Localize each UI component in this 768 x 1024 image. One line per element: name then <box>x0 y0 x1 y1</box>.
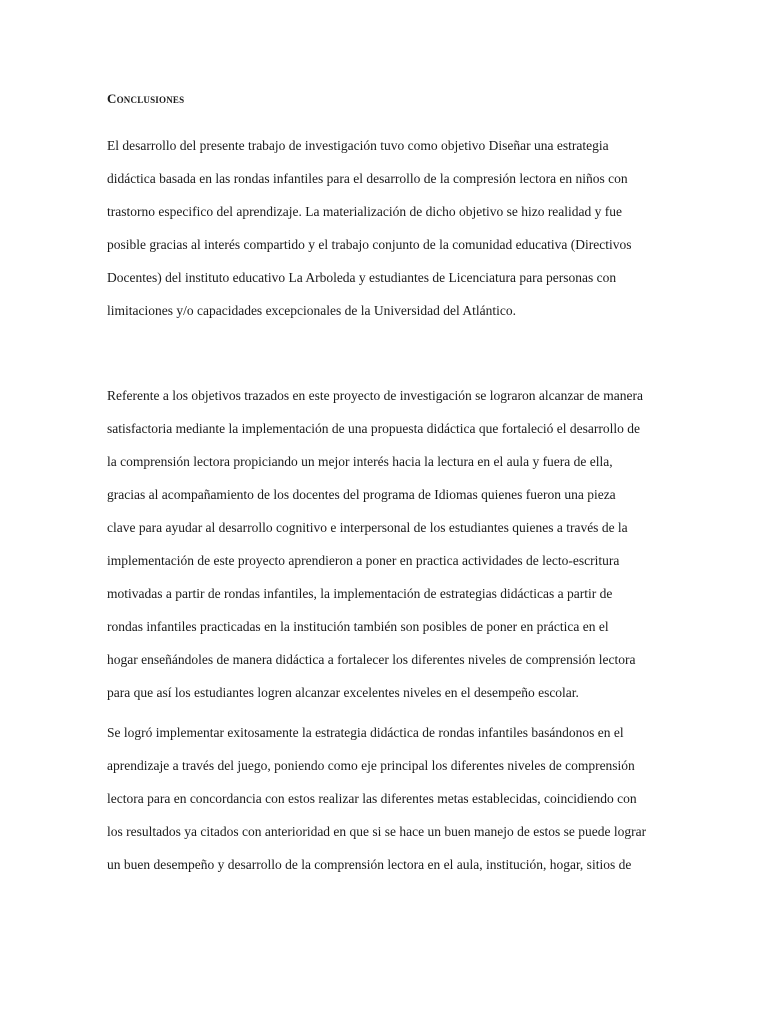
text-line: limitaciones y/o capacidades excepcionales de la Universidad del Atlántico. <box>107 303 516 318</box>
paragraph-2 <box>107 379 667 709</box>
text-line: didáctica basada en las rondas infantiles para el desarrollo de la compresión lectora en niños con <box>107 171 628 186</box>
text-line: trastorno especifico del aprendizaje. La materialización de dicho objetivo se hizo realidad y fue <box>107 204 623 219</box>
text-line: motivadas a partir de rondas infantiles, la implementación de estrategias didácticas a partir de <box>107 586 613 601</box>
text-line: Referente a los objetivos trazados en este proyecto de investigación se lograron alcanzar de manera <box>107 388 644 403</box>
text-line: hogar enseñándoles de manera didáctica a fortalecer los diferentes niveles de comprensión lectora <box>107 652 636 667</box>
paragraph-3 <box>107 716 667 881</box>
text-line: gracias al acompañamiento de los docentes del programa de Idiomas quienes fueron una pieza <box>107 487 616 502</box>
section-heading: Conclusiones <box>107 91 185 106</box>
text-line: la comprensión lectora propiciando un mejor interés hacia la lectura en el aula y fuera de ella, <box>107 454 613 469</box>
text-line: los resultados ya citados con anterioridad en que si se hace un buen manejo de estos se puede lograr <box>107 824 647 839</box>
text-line: satisfactoria mediante la implementación de una propuesta didáctica que fortaleció el desarrollo de <box>107 421 641 436</box>
text-line: implementación de este proyecto aprendieron a poner en practica actividades de lecto-escritura <box>107 553 620 568</box>
text-line: posible gracias al interés compartido y el trabajo conjunto de la comunidad educativa (Directivos <box>107 237 632 252</box>
text-line: rondas infantiles practicadas en la institución también son posibles de poner en práctica en el <box>107 619 609 634</box>
text-line: aprendizaje a través del juego, poniendo como eje principal los diferentes niveles de comprensión <box>107 758 635 773</box>
text-line: un buen desempeño y desarrollo de la comprensión lectora en el aula, institución, hogar, sitios de <box>107 857 632 872</box>
text-line: Se logró implementar exitosamente la estrategia didáctica de rondas infantiles basándonos en el <box>107 725 624 740</box>
text-line: El desarrollo del presente trabajo de investigación tuvo como objetivo Diseñar una estrategia <box>107 138 609 153</box>
paragraph-1 <box>107 129 667 327</box>
text-line: clave para ayudar al desarrollo cognitivo e interpersonal de los estudiantes quienes a través de la <box>107 520 628 535</box>
text-line: lectora para en concordancia con estos realizar las diferentes metas establecidas, coincidiendo con <box>107 791 637 806</box>
text-line: para que así los estudiantes logren alcanzar excelentes niveles en el desempeño escolar. <box>107 685 579 700</box>
text-line: Docentes) del instituto educativo La Arboleda y estudiantes de Licenciatura para personas con <box>107 270 617 285</box>
